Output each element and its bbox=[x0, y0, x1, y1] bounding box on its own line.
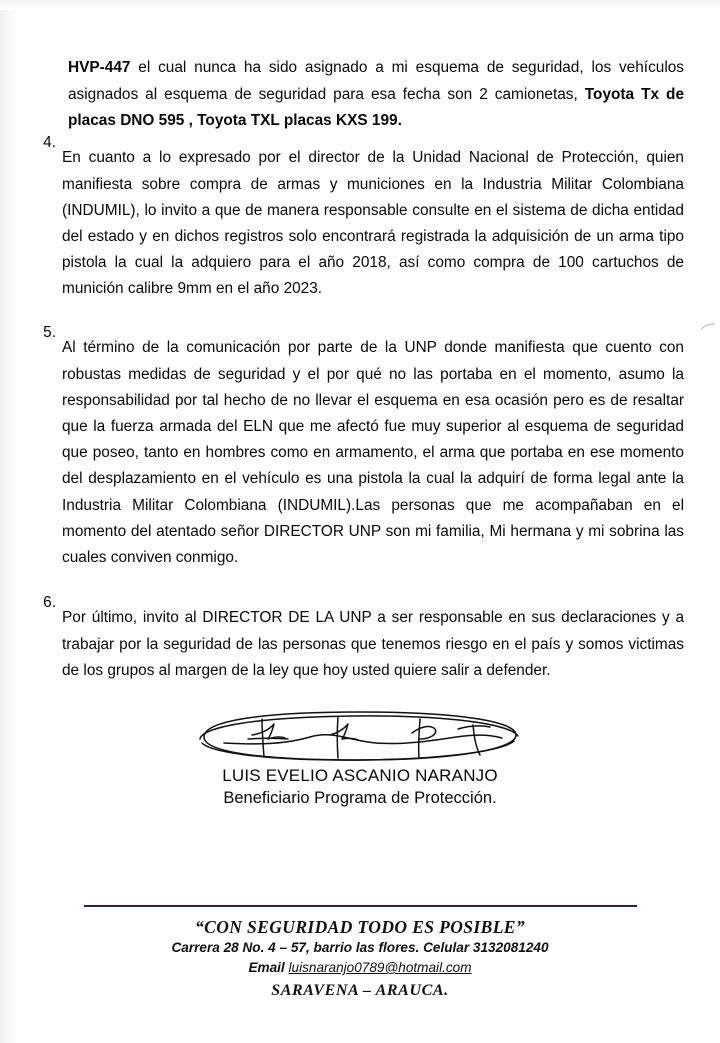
signature-block bbox=[0, 705, 720, 809]
item-number-4: 4. bbox=[43, 134, 56, 151]
item-text-5: Al término de la comunicación por parte de la UNP donde manifiesta que cuento con robustas medidas de seguridad y el por qué no las portaba en el momento, asumo la responsabilidad por tal hecho de no llevar el esquema en esa ocasión pero es de resaltar que la fuerza armada del ELN que me afectó fue muy superior al esquema de seguridad que poseo, tanto en hombres como en armamento, el arma que portaba en ese momento del desplazamiento en el vehículo es una pistola la cual la adquirí de forma legal ante la Industria Militar Colombiana (INDUMIL).Las personas que me acompañaban en el momento del atentado señor DIRECTOR UNP son mi familia, Mi hermana y mi sobrina las cuales conviven conmigo. bbox=[62, 339, 684, 567]
footer-city: SARAVENA – ARAUCA. bbox=[271, 982, 449, 999]
scanner-margin-mark-icon bbox=[700, 322, 716, 332]
item-text-4: En cuanto a lo expresado por el director de la Unidad Nacional de Protección, quien manifiesta sobre compra de armas y municiones en la Industria Militar Colombiana (INDUMIL), lo invito a que de manera responsable consulte en el sistema de dicha entidad del estado y en dichos registros solo encontrará registrada la adquisición de un arma tipo pistola la cual la adquiero para el año 2018, así como compra de 100 cartuchos de munición calibre 9mm en el año 2023. bbox=[62, 149, 684, 298]
footer-email-address[interactable]: luisnaranjo0789@hotmail.com bbox=[288, 960, 472, 975]
scan-edge-top bbox=[0, 0, 720, 10]
numbered-item-4 bbox=[30, 130, 684, 318]
numbered-item-6 bbox=[30, 590, 684, 699]
signer-name: LUIS EVELIO ASCANIO NARANJO bbox=[222, 766, 498, 785]
lead-paragraph-text: el cual nunca ha sido asignado a mi esquema de seguridad, los vehículos asignados al esquema de seguridad para esa fecha son 2 camionetas, bbox=[68, 59, 684, 103]
footer-address: Carrera 28 No. 4 – 57, barrio las flores. Celular 3132081240 bbox=[171, 940, 549, 955]
handwritten-signature-icon bbox=[190, 705, 530, 767]
vehicle-plates-bold: Toyota Tx de placas DNO 595 , Toyota TXL placas KXS 199. bbox=[68, 85, 685, 129]
footer bbox=[0, 905, 720, 1002]
numbered-item-5 bbox=[30, 320, 684, 587]
scan-edge-left bbox=[0, 0, 18, 1043]
footer-slogan: “CON SEGURIDAD TODO ES POSIBLE” bbox=[194, 917, 526, 937]
plate-reference-bold: HVP-447 bbox=[68, 59, 131, 77]
signer-role: Beneficiario Programa de Protección. bbox=[223, 789, 497, 807]
item-text-6: Por último, invito al DIRECTOR DE LA UNP a ser responsable en sus declaraciones y a trabajar por la seguridad de las personas que tenemos riesgo en el país y somos victimas de los grupos al margen de la ley que hoy usted quiere salir a defender. bbox=[62, 609, 684, 679]
lead-paragraph bbox=[68, 55, 684, 134]
item-number-5: 5. bbox=[43, 324, 56, 341]
item-number-6: 6. bbox=[43, 594, 56, 611]
footer-email-line bbox=[0, 958, 720, 978]
footer-email-label: Email bbox=[248, 960, 289, 975]
footer-divider bbox=[84, 905, 637, 907]
